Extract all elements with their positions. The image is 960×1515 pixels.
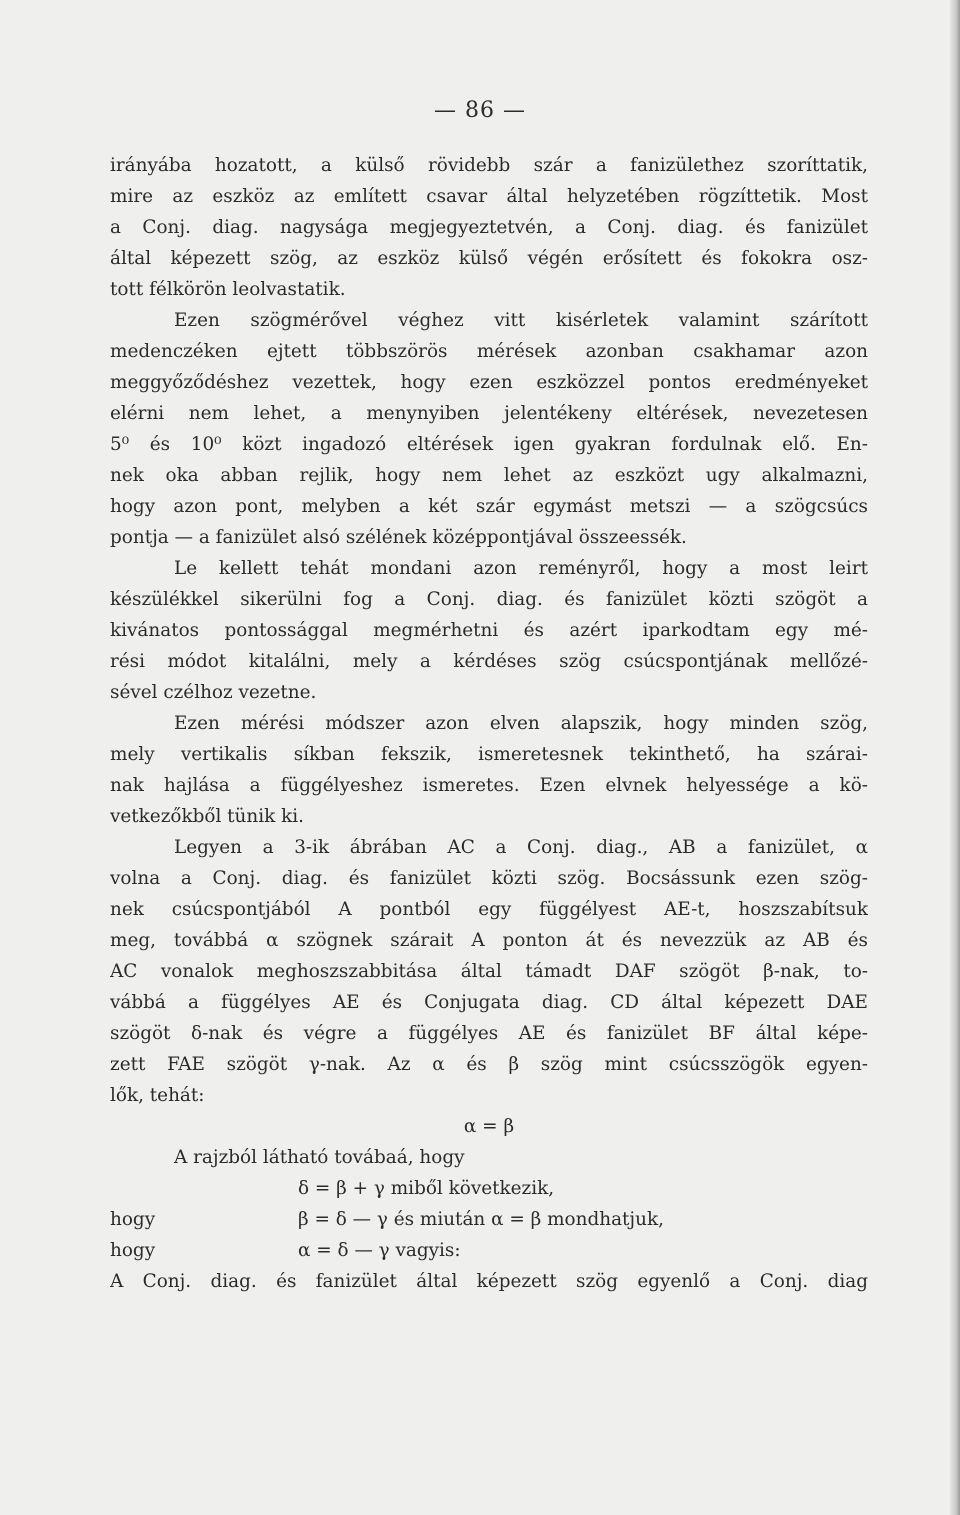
text-line: által képezett szög, az eszköz külső végén erősített és fokokra osz- <box>110 248 868 269</box>
text-line: nek oka abban rejlik, hogy nem lehet az eszközt ugy alkalmazni, <box>110 465 868 486</box>
formula-lead-word: hogy <box>110 1240 156 1261</box>
text-line: készülékkel sikerülni fog a Conj. diag. és fanizület közti szögöt a <box>110 589 868 610</box>
text-line: pontja — a fanizület alsó szélének középpontjával összeessék. <box>110 527 687 548</box>
text-line: nek csúcspontjából A pontból egy függélyest AE-t, hoszszabítsuk <box>110 899 868 920</box>
text-line: mire az eszköz az említett csavar által helyzetében rögzíttetik. Most <box>110 186 868 207</box>
text-line: Ezen mérési módszer azon elven alapszik, hogy minden szög, <box>174 713 868 734</box>
text-line: A rajzból látható továbaá, hogy <box>174 1147 465 1168</box>
text-line: Ezen szögmérővel véghez vitt kisérletek valamint szárított <box>174 310 868 331</box>
text-line: 5⁰ és 10⁰ közt ingadozó eltérések igen gyakran fordulnak elő. En- <box>110 434 868 455</box>
page-number: — 86 — <box>434 98 526 123</box>
text-line: A Conj. diag. és fanizület által képezett szög egyenlő a Conj. diag <box>110 1271 868 1292</box>
formula-beta <box>110 1204 868 1235</box>
text-line: Le kellett tehát mondani azon reményről, hogy a most leirt <box>174 558 868 579</box>
formula-alpha-equals-beta: α = β <box>463 1116 515 1137</box>
text-line: AC vonalok meghoszszabbitása által támadt DAF szögöt β-nak, to- <box>110 961 868 982</box>
formula-expression: β = δ — γ és miután α = β mondhatjuk, <box>298 1209 664 1230</box>
text-line: vábbá a függélyes AE és Conjugata diag. CD által képezett DAE <box>110 992 868 1013</box>
formula-delta <box>110 1173 868 1204</box>
text-line: kivánatos pontossággal megmérhetni és azért iparkodtam egy mé- <box>110 620 868 641</box>
text-line: elérni nem lehet, a menynyiben jelentékeny eltérések, nevezetesen <box>110 403 868 424</box>
formula-expression: α = δ — γ vagyis: <box>298 1240 461 1261</box>
text-line: meggyőződéshez vezettek, hogy ezen eszközzel pontos eredményeket <box>110 372 868 393</box>
text-line: a Conj. diag. nagysága megjegyeztetvén, a Conj. diag. és fanizület <box>110 217 868 238</box>
formula-lead-word: hogy <box>110 1209 156 1230</box>
text-line: sével czélhoz vezetne. <box>110 682 317 703</box>
text-line: szögöt δ-nak és végre a függélyes AE és fanizület BF által képe- <box>110 1023 868 1044</box>
text-line: rési módot kitalálni, mely a kérdéses szög csúcspontjának mellőzé- <box>110 651 868 672</box>
text-line: tott félkörön leolvastatik. <box>110 279 346 300</box>
text-line: meg, továbbá α szögnek szárait A ponton át és nevezzük az AB és <box>110 930 868 951</box>
text-line: Legyen a 3-ik ábrában AC a Conj. diag., AB a fanizület, α <box>174 837 868 858</box>
text-line: vetkezőkből tünik ki. <box>110 806 304 827</box>
text-line: nak hajlása a függélyeshez ismeretes. Ezen elvnek helyessége a kö- <box>110 775 868 796</box>
text-line: medenczéken ejtett többszörös mérések azonban csakhamar azon <box>110 341 868 362</box>
text-line: hogy azon pont, melyben a két szár egymást metszi — a szögcsúcs <box>110 496 868 517</box>
text-line: zett FAE szögöt γ-nak. Az α és β szög mint csúcsszögök egyen- <box>110 1054 868 1075</box>
text-line: volna a Conj. diag. és fanizület közti szög. Bocsássunk ezen szög- <box>110 868 868 889</box>
formula-alpha <box>110 1235 868 1266</box>
formula-expression: δ = β + γ miből következik, <box>298 1178 555 1199</box>
text-line: irányába hozatott, a külső rövidebb szár a fanizülethez szoríttatik, <box>110 155 868 176</box>
text-line: mely vertikalis síkban fekszik, ismeretesnek tekinthető, ha szárai- <box>110 744 868 765</box>
body-text <box>110 150 868 1297</box>
page-edge-shadow <box>950 0 960 1515</box>
text-line: lők, tehát: <box>110 1085 205 1106</box>
